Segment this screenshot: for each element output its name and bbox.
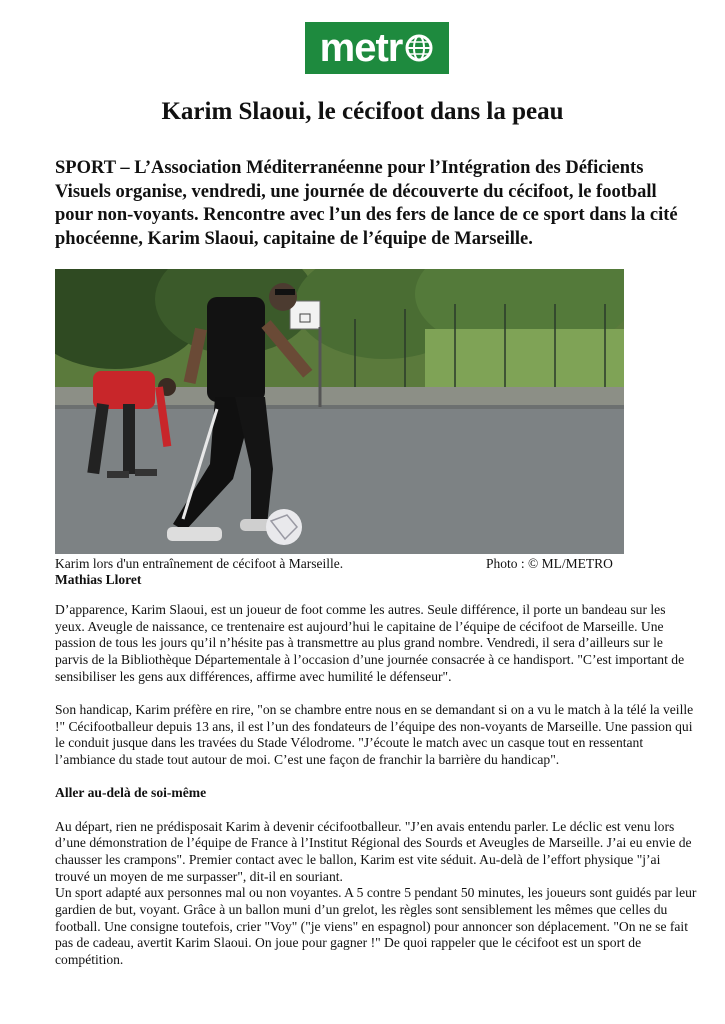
logo-wordmark — [320, 28, 435, 68]
article-title: Karim Slaoui, le cécifoot dans la peau — [161, 98, 564, 125]
globe-icon — [404, 33, 434, 63]
article-lead: SPORT – L’Association Méditerranéenne pour l’Intégration des Déficients Visuels organise, vendredi, une journée de découverte du cécifoot, le football pour non-voyants. Rencontre avec l’un des fers de lance de ce sport dans la cité phocéenne, Karim Slaoui, capitaine de l’équipe de Marseille. — [55, 158, 678, 249]
body-paragraph: Au départ, rien ne prédisposait Karim à devenir cécifootballeur. "J’en avais entendu parler. Le déclic est venu lors d’une démonstration de l’équipe de France à l’Institut Régional des Sourds et Aveugles de Marseille. J’ai eu envie de chausser les crampons". Premier contact avec le ballon, Karim est vite séduit. Au-delà de l’effort physique "j’ai trouvé un moyen de me surpasser", dit-il en souriant. — [55, 818, 692, 884]
logo-text: metr — [319, 26, 403, 70]
body-paragraph: D’apparence, Karim Slaoui, est un joueur de foot comme les autres. Seule différence, il porte un bandeau sur les yeux. Aveugle de naissance, ce trentenaire est aujourd’hui le capitaine de l’équipe de cécifoot de Marseille. Une passion de tous les jours qu’il n’hésite pas à transmettre au plus grand nombre. Vendredi, il sera d’ailleurs sur le parvis de la Bibliothèque Départementale à l’occasion d’une journée consacrée à ce handisport. "C’est important de sensibiliser les gens aux différences, affirme avec humilité le défenseur". — [55, 602, 685, 684]
body-paragraph: Son handicap, Karim préfère en rire, "on se chambre entre nous en se demandant si on a vu le match à la télé la veille !" Cécifootballeur depuis 13 ans, il est l’un des fondateurs de l’équipe des non-voyants de Marseille. Une passion qui le conduit jusque dans les travées du Stade Vélodrome. "J’écoute le match avec un casque tout en ressentant l’ambiance du stade tout autour de moi. C’est une façon de franchir la barrière du handicap". — [55, 702, 694, 768]
metro-logo[interactable] — [305, 22, 449, 74]
football-training-image — [55, 269, 624, 554]
photo-caption: Karim lors d'un entraînement de cécifoot à Marseille. — [55, 556, 344, 571]
article-author: Mathias Lloret — [55, 572, 142, 587]
article-photo — [55, 269, 624, 554]
article-subheading: Aller au-delà de soi-même — [55, 785, 207, 801]
article-body — [55, 602, 697, 969]
photo-caption-block — [55, 556, 625, 587]
body-paragraph: Un sport adapté aux personnes mal ou non voyantes. A 5 contre 5 pendant 50 minutes, les joueurs sont guidés par leur gardien de but, voyant. Grâce à un ballon muni d’un grelot, les règles sont sensiblement les mêmes que celles du football. Une consigne toutefois, crier "Voy" ("je viens" en espagnol) pour annoncer son déplacement. "On ne se fait pas de cadeau, avertit Karim Slaoui. On joue pour gagner !" De quoi rappeler que le cécifoot est un sport de compétition. — [55, 885, 697, 968]
photo-credit: Photo : © ML/METRO — [486, 556, 613, 571]
